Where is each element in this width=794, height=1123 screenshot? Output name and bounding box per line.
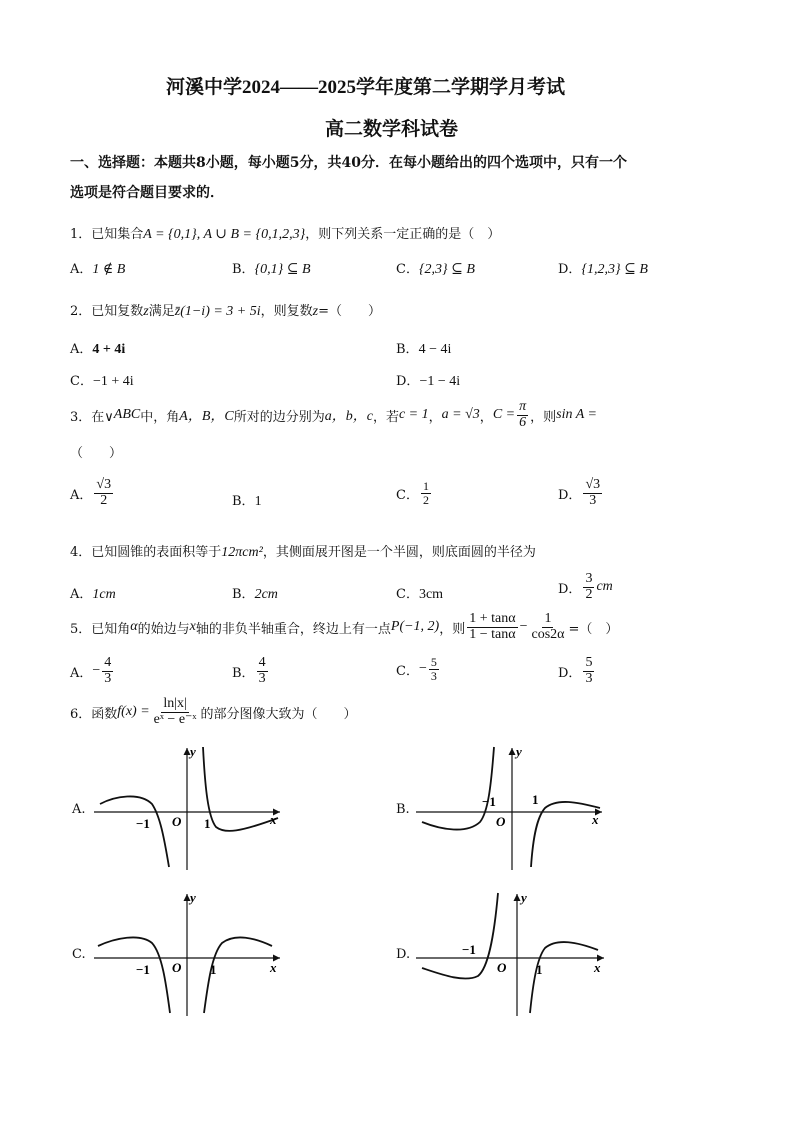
x-label: x <box>270 812 277 827</box>
frac-den: 3 <box>589 492 597 508</box>
frac-den: 2 <box>585 586 593 602</box>
frac-den: 3 <box>258 670 266 686</box>
q3-C-eq: C = <box>492 407 516 423</box>
option-text: 1 ∉ B <box>92 262 126 277</box>
option-label: A． <box>70 587 93 602</box>
q5-point: P(−1, 2) <box>390 619 440 635</box>
frac-den: 1 − tanα <box>469 626 516 642</box>
q4-stem-pre: 4．已知圆锥的表面积等于 <box>70 545 222 560</box>
frac-num: 1 <box>544 611 552 626</box>
q3-sep-2: ， <box>479 409 493 425</box>
q2-stem-post: ，则复数 <box>260 304 313 319</box>
option-frac <box>583 478 602 508</box>
tick-neg-one: −1 <box>482 794 496 809</box>
option-text: {1,2,3} ⊆ B <box>581 262 648 277</box>
frac-den: 2 <box>100 492 108 508</box>
frac-den: eˣ − e⁻ˣ <box>153 711 197 727</box>
option-label: A． <box>70 665 93 681</box>
q5-option-b[interactable] <box>232 656 270 686</box>
tick-one: 1 <box>204 816 211 831</box>
q4-option-d[interactable] <box>558 572 613 602</box>
q3-pi-over-6 <box>517 400 528 430</box>
option-sign: − <box>92 663 101 679</box>
q4-option-b[interactable] <box>232 583 278 603</box>
y-label: y <box>521 890 527 905</box>
q3-sides: a，b，c <box>324 409 373 425</box>
q1-stem-post: ，则下列关系一定正确的是（ ） <box>305 227 501 242</box>
q3-stem-c: ，若 <box>372 409 399 425</box>
tick-one: 1 <box>536 962 543 977</box>
option-text: 3cm <box>418 587 444 602</box>
curve-left <box>422 747 494 830</box>
option-label: A． <box>70 487 93 503</box>
q1-option-c[interactable] <box>396 258 475 278</box>
option-frac <box>583 656 594 686</box>
section-instruction-line2: 选项是符合题目要求的． <box>70 185 224 201</box>
option-label: C． <box>396 487 419 503</box>
q1-stem-pre: 1．已知集合 <box>70 227 144 242</box>
q6-option-a-label[interactable]: A. <box>72 802 86 817</box>
option-label: D． <box>558 665 582 681</box>
option-sign: − <box>418 661 427 677</box>
q4-stem-post: ，其侧面展开图是一个半圆，则底面圆的半径为 <box>262 545 536 560</box>
option-unit: cm <box>596 579 613 595</box>
x-label: x <box>594 960 601 975</box>
option-label: D． <box>558 487 582 503</box>
q6-frac <box>152 697 199 727</box>
q6-stem-post: 的部分图像大致为（ ） <box>200 706 357 722</box>
curve-left <box>98 937 170 1013</box>
q2-z-repeat: z <box>312 304 319 319</box>
q1-option-d[interactable] <box>558 258 648 278</box>
question-2-stem <box>70 300 381 320</box>
q5-stem-pre: 5．已知角 <box>70 621 131 637</box>
q5-option-d[interactable] <box>558 656 596 686</box>
frac-num: √3 <box>585 477 601 492</box>
q3-paren: （ ） <box>70 446 123 461</box>
origin-label: O <box>172 960 182 975</box>
frac-den: 3 <box>104 670 112 686</box>
q4-option-a[interactable] <box>70 583 116 603</box>
q1-math: A = {0,1}, A ∪ B = {0,1,2,3} <box>143 227 306 242</box>
frac-num: 4 <box>104 655 112 670</box>
q2-stem-pre: 2．已知复数 <box>70 304 144 319</box>
q2-stem-mid: 满足 <box>148 304 175 319</box>
question-5-stem <box>70 612 618 642</box>
option-label: C． <box>70 374 93 389</box>
q3-stem-b: 所对的边分别为 <box>233 409 325 425</box>
x-label: x <box>270 960 277 975</box>
q4-math: 12πcm² <box>221 545 263 560</box>
option-label: A． <box>70 342 93 357</box>
option-frac <box>94 478 113 508</box>
option-label: B． <box>396 342 419 357</box>
option-label: B． <box>232 587 255 602</box>
tick-one: 1 <box>532 792 539 807</box>
frac-den: 6 <box>519 414 527 430</box>
q6-graph-d[interactable] <box>412 888 612 1018</box>
y-label: y <box>190 890 196 905</box>
q3-option-a[interactable] <box>70 478 115 508</box>
option-text: −1 + 4i <box>92 374 134 389</box>
option-label: C． <box>396 262 419 277</box>
frac-num: 5 <box>430 655 437 669</box>
option-label: B． <box>232 665 255 681</box>
q3-sep: ， <box>428 409 442 425</box>
q2-option-a[interactable] <box>70 338 125 358</box>
q4-option-c[interactable] <box>396 583 443 603</box>
q2-option-b[interactable] <box>396 338 451 358</box>
option-frac <box>583 572 594 602</box>
origin-label: O <box>172 814 182 829</box>
question-3-stem <box>70 400 597 430</box>
question-4-stem <box>70 541 536 561</box>
option-label: D． <box>396 374 420 389</box>
q6-stem-pre: 6．函数 <box>70 706 118 722</box>
frac-num: 3 <box>585 571 593 586</box>
question-6-stem <box>70 697 356 727</box>
frac-num: 1 <box>422 479 429 493</box>
q3-abc: ABC <box>113 407 141 423</box>
q5-option-c[interactable] <box>396 656 441 682</box>
q5-frac-1 <box>467 612 517 642</box>
q3-stem-d: ，则 <box>530 409 557 425</box>
q5-stem-c: ，则 <box>439 621 466 637</box>
x-label: x <box>592 812 599 827</box>
frac-den: 3 <box>585 670 593 686</box>
q5-stem-b: 轴的非负半轴重合，终边上有一点 <box>195 621 391 637</box>
q6-option-d-label[interactable]: D. <box>396 947 411 962</box>
q5-x: x <box>189 619 196 635</box>
frac-den: 2 <box>422 492 429 507</box>
origin-label: O <box>496 814 506 829</box>
q3-angles: A，B，C <box>179 409 234 425</box>
q2-stem-end: =（ ） <box>318 304 382 319</box>
option-text: 4 + 4i <box>92 342 126 357</box>
q6-option-b-label[interactable]: B. <box>396 802 410 817</box>
q2-z: z <box>143 304 149 319</box>
option-text: −1 − 4i <box>419 374 461 389</box>
tick-neg-one: −1 <box>462 942 476 957</box>
q6-graph-a[interactable] <box>90 742 290 872</box>
q5-stem-end: =（ ） <box>568 621 619 637</box>
option-frac <box>421 480 431 506</box>
frac-num: π <box>519 399 527 414</box>
section-instruction-line1: 一、选择题：本题共8小题，每小题5分，共40分．在每小题给出的四个选项中，只有一个 <box>70 155 627 171</box>
q3-a-eq: a = √3 <box>441 407 480 423</box>
origin-label: O <box>497 960 507 975</box>
curve-right <box>530 942 598 1013</box>
curve-right <box>203 747 278 831</box>
frac-num: 4 <box>258 655 266 670</box>
option-text: 1 <box>254 494 262 509</box>
q2-option-d[interactable] <box>396 370 460 390</box>
y-label: y <box>516 744 522 759</box>
q1-option-b[interactable] <box>232 258 311 278</box>
q5-frac-2 <box>529 612 566 642</box>
frac-num: ln|x| <box>163 696 187 711</box>
option-frac <box>102 656 113 686</box>
option-label: C． <box>396 663 419 679</box>
q6-graph-c[interactable] <box>90 888 290 1018</box>
q6-option-c-label[interactable]: C. <box>72 947 86 962</box>
frac-den: cos2α <box>531 626 565 642</box>
page-subtitle: 高二数学科试卷 <box>325 119 459 140</box>
option-label: D． <box>558 581 582 597</box>
option-text: 4 − 4i <box>418 342 452 357</box>
option-label: D． <box>558 262 582 277</box>
q5-minus: − <box>519 619 528 635</box>
frac-num: 5 <box>585 655 593 670</box>
q5-option-a[interactable] <box>70 656 115 686</box>
y-label: y <box>190 744 196 759</box>
option-label: B． <box>232 262 255 277</box>
q3-sinA: sin A = <box>556 407 597 423</box>
frac-num: 1 + tanα <box>469 611 516 626</box>
option-label: B． <box>232 494 255 509</box>
question-1-stem <box>70 223 500 243</box>
q5-alpha: α <box>130 619 138 635</box>
frac-num: √3 <box>96 477 112 492</box>
frac-den: 3 <box>430 668 437 683</box>
page-title: 河溪中学2024——2025学年度第二学期学月考试 <box>166 77 566 98</box>
option-text: 2cm <box>254 587 278 602</box>
q3-stem-pre: 3．在∨ <box>70 409 114 425</box>
option-frac <box>257 656 268 686</box>
q3-stem-a: 中，角 <box>140 409 180 425</box>
q3-option-c[interactable] <box>396 480 433 506</box>
q5-stem-a: 的始边与 <box>137 621 190 637</box>
option-label: C． <box>396 587 419 602</box>
curve-left <box>422 893 498 979</box>
q3-c-eq: c = 1 <box>398 407 429 423</box>
q3-option-d[interactable] <box>558 478 604 508</box>
option-frac <box>429 656 439 682</box>
q2-option-c[interactable] <box>70 370 134 390</box>
option-text: {2,3} ⊆ B <box>418 262 475 277</box>
q3-option-b[interactable] <box>232 490 262 510</box>
tick-neg-one: −1 <box>136 962 150 977</box>
curve-left <box>100 796 169 867</box>
option-text: {0,1} ⊆ B <box>254 262 311 277</box>
q1-option-a[interactable] <box>70 258 125 278</box>
q2-math: z̄(1−i) = 3 + 5i <box>174 304 261 319</box>
tick-neg-one: −1 <box>136 816 150 831</box>
tick-one: 1 <box>210 962 217 977</box>
option-label: A． <box>70 262 93 277</box>
q6-graph-b[interactable] <box>412 742 612 872</box>
q6-fx: f(x) = <box>117 704 150 720</box>
option-text: 1cm <box>92 587 116 602</box>
